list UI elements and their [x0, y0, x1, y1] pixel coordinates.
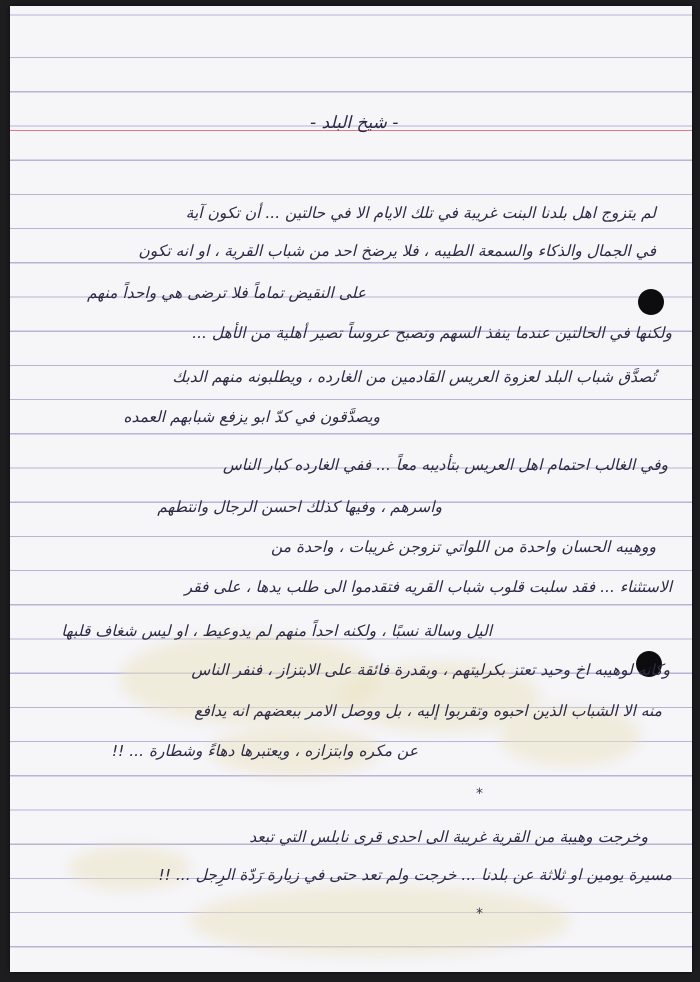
text-line-5: تُصدَّق شباب البلد لعزوة العريس القادمين من الغارده ، ويطلبونه منهم الدبك	[172, 368, 656, 386]
text-line-7: وفي الغالب احتمام اهل العريس بتأديبه معاً ... ففي الغارده كبار الناس	[222, 456, 668, 474]
page-title: - شيخ البلد -	[310, 113, 399, 133]
text-line-12: وكانه لوهيبه اخ وحيد تعتز بكرليتهم ، وبقدرة فائقة على الابتزاز ، فنفر الناس	[191, 661, 670, 679]
text-line-13: منه الا الشباب الذين احبوه وتقربوا إليه ، بل ووصل الامر ببعضهم انه يدافع	[194, 702, 662, 720]
text-line-8: واسرهم ، وفيها كذلك احسن الرجال وانتطهم	[157, 498, 442, 516]
text-line-9: ووهيبه الحسان واحدة من اللواتي تزوجن غريبات ، واحدة من	[271, 538, 656, 556]
text-line-10: الاستثناء ... فقد سلبت قلوب شباب القريه فتقدموا الى طلب يدها ، على فقر	[184, 578, 672, 596]
notebook-page	[10, 6, 692, 972]
text-line-1: لم يتزوج اهل بلدنا البنت غريبة في تلك الايام الا في حالتين ... أن تكون آية	[185, 204, 656, 222]
text-line-3: على النقيض تماماً فلا ترضى هي واحداً منهم	[87, 284, 366, 302]
text-line-15: وخرجت وهيبة من القرية غريبة الى احدى قرى نابلس التي تبعد	[249, 828, 648, 846]
text-line-16: مسيرة يومين او ثلاثة عن بلدنا ... خرجت ولم تعد حتى في زيارة رَدّة الرِجل ... !!	[158, 866, 672, 884]
punch-hole-top	[638, 289, 664, 315]
section-separator-mark: *	[476, 786, 483, 802]
text-line-14: عن مكره وابتزازه ، ويعتبرها دهاءً وشطارة ... !!	[111, 742, 418, 760]
text-line-4: ولكنها في الحالتين عندما ينفذ السهم وتصبح عروساً تصير أهلية من الأهل ...	[192, 324, 672, 342]
text-line-11: اليل وسالة نسبًا ، ولكنه احداً منهم لم يدوعيط ، او ليس شغاف قلبها	[61, 622, 492, 640]
text-line-6: ويصدَّقون في كدّ ابو يزفع شبابهم العمده	[123, 408, 380, 426]
text-line-2: في الجمال والذكاء والسمعة الطيبه ، فلا يرضخ احد من شباب القرية ، او انه تكون	[138, 242, 656, 260]
paper-stain	[190, 886, 570, 956]
bottom-mark: *	[476, 906, 483, 922]
